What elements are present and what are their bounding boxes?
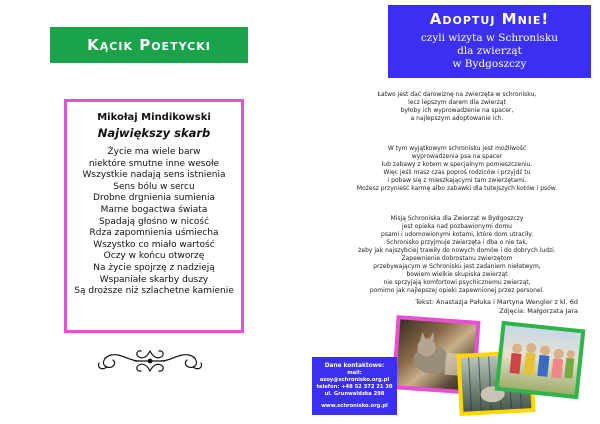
- poem-line: Spadają głośno w nicość: [98, 216, 210, 227]
- text-line: wyprowadzenia psa na spacer: [411, 153, 503, 160]
- article-body: [318, 84, 596, 302]
- text-line: jest opieka nad pozbawionymi domu: [402, 223, 512, 230]
- photo-credit: Zdjęcia: Małgorzata Jara: [499, 307, 578, 315]
- text-line: pomimo jak najlepszej opieki zapewnionej przez personel.: [369, 287, 545, 294]
- photo-group: [495, 321, 586, 399]
- text-line: przebywającym w Schronisku jest zadaniem niełatwym,: [373, 263, 541, 270]
- credits: [380, 298, 578, 316]
- contact-website[interactable]: www.schronisko.org.pl: [321, 403, 388, 409]
- adopt-me-title: Adoptuj Mnie!: [429, 10, 550, 28]
- adopt-me-header: [388, 5, 591, 78]
- subtitle-line: w Bydgoszczy: [452, 58, 527, 70]
- text-line: i pobaw się z mieszkającymi tam zwierzętami.: [387, 177, 527, 184]
- text-line: bowiem wielkie skupiska zwierząt: [406, 271, 508, 278]
- text-line: Misją Schroniska dla Zwierząt w Bydgoszczy: [390, 215, 524, 222]
- contact-mail[interactable]: mail: azoy@schronisko.org.pl: [319, 370, 390, 383]
- text-line: psami i udomowionymi kotami, które dom utraciły.: [381, 231, 533, 238]
- contact-box: [312, 357, 397, 415]
- text-line: lub zabawy z kotem w specjalnym pomieszczeniu.: [381, 161, 533, 168]
- poem-title: Największy skarb: [97, 126, 211, 140]
- text-line: lecz lepszym darem dla zwierząt: [408, 99, 506, 106]
- contact-title: Dane kontaktowe:: [324, 363, 385, 369]
- poem-line: Sens bólu w sercu: [113, 181, 195, 192]
- text-line: Schronisko przyjmuje zwierzęta i dba o nie tak,: [386, 239, 528, 246]
- text-credit: Tekst: Anastazja Pałuka i Martyna Wengler z kl. 6d: [415, 298, 578, 306]
- poem-line: Rdza zapomnienia uśmiecha: [89, 228, 219, 239]
- text-line: Możesz przynieść karmę albo zabawki dla tutejszych kotów i psów.: [356, 185, 558, 192]
- poem-line: Drobne drgnienia sumienia: [93, 193, 215, 204]
- subtitle-line: dla zwierząt: [457, 45, 522, 57]
- poem-line: Wspaniałe skarby duszy: [99, 274, 209, 285]
- text-line: a najlepszym adoptowanie ich.: [410, 115, 504, 122]
- text-line: Łatwo jest dać darowiznę na zwierzęta w schronisku,: [377, 91, 537, 98]
- poem-frame: [64, 99, 244, 333]
- poem-author: Mikołaj Mindikowski: [97, 112, 211, 123]
- poem-line: niektóre smutne inne wesołe: [88, 158, 220, 169]
- poetry-corner-title: Kącik Poetycki: [87, 36, 211, 54]
- text-line: byłoby ich wyprowadzenie na spacer,: [400, 107, 514, 114]
- text-line: nie sprzyjają komfortowi psychicznemu zwierząt,: [383, 279, 531, 286]
- poem-line: Wszystko co miało wartość: [93, 239, 215, 250]
- text-line: Zapewnienie dobrostanu zwierzętom: [401, 255, 513, 262]
- poem-line: Życie ma wiele barw: [107, 147, 201, 157]
- poem-line: Na życie spojrzę z nadzieją: [93, 262, 215, 273]
- contact-phone: telefon: +48 52 372 21 30: [316, 384, 393, 390]
- text-line: W tym wyjątkowym schronisku jest możliwość: [387, 145, 527, 152]
- poetry-corner-header: [50, 27, 248, 63]
- poem-line: Są droższe niż szlachetne kamienie: [74, 286, 234, 297]
- text-line: Więc jeśli masz czas poproś rodziców i przyjdź tu: [383, 169, 531, 176]
- poem-lines: [67, 147, 241, 298]
- poem-line: Wszystkie nadają sens istnienia: [82, 170, 226, 181]
- subtitle-line: czyli wizyta w Schronisku: [420, 32, 559, 44]
- contact-address: ul. Grunwaldzka 298: [324, 391, 385, 397]
- text-line: żeby jak najszybciej trawiły do nowych domów i do dobrych ludzi.: [358, 247, 556, 254]
- poem-line: Oczy w końcu otworzę: [103, 251, 205, 262]
- poem-line: Marne bogactwa świata: [100, 204, 208, 215]
- flourish-ornament-icon: [95, 345, 205, 377]
- people-photo-icon: [499, 325, 581, 395]
- adopt-me-subtitle: [388, 32, 591, 71]
